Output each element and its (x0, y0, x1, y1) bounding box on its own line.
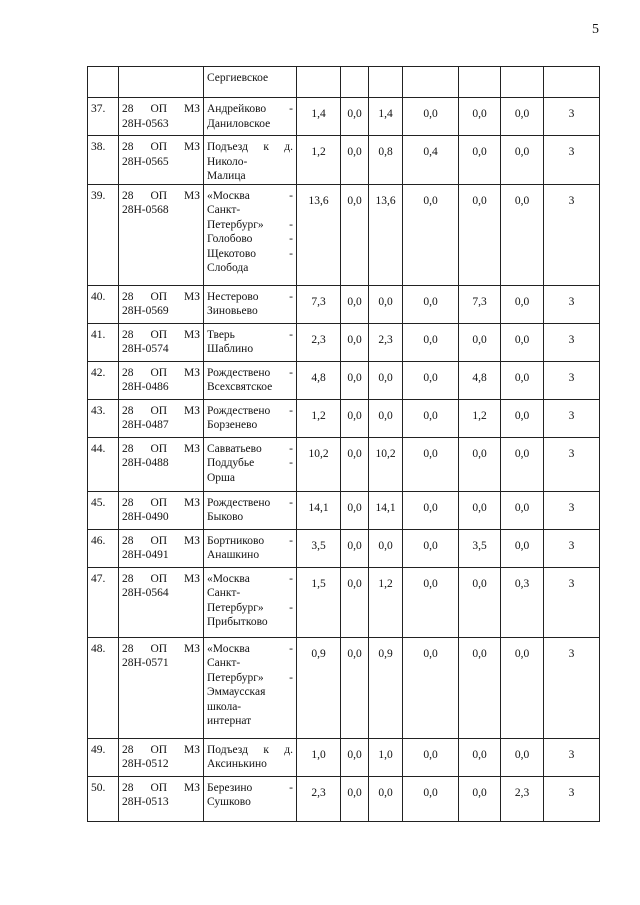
road-code-prefix: 28 ОП МЗ (122, 572, 200, 585)
road-code-number: 28Н-0568 (122, 204, 169, 216)
row-number: 39. (88, 184, 119, 285)
value-cell: 0,0 (459, 98, 501, 136)
road-name-line: Рождествено - (207, 404, 293, 417)
road-name-line: Бортниково - (207, 534, 293, 547)
road-code-number: 28Н-0574 (122, 343, 169, 355)
value-cell: 3 (544, 567, 600, 637)
value-cell: 13,6 (297, 184, 341, 285)
road-name (204, 567, 297, 637)
road-code (119, 184, 204, 285)
road-code-prefix: 28 ОП МЗ (122, 141, 200, 153)
value-cell: 1,2 (369, 567, 403, 637)
value-cell: 4,8 (459, 361, 501, 399)
road-code-prefix: 28 ОП МЗ (122, 781, 200, 794)
value-cell: 0,0 (459, 637, 501, 738)
road-code (119, 399, 204, 437)
value-cell: 0,0 (459, 184, 501, 285)
value-cell: 0,0 (501, 529, 544, 567)
road-name-line: Слобода (207, 262, 249, 274)
table-row (88, 98, 600, 136)
value-cell: 0,0 (403, 567, 459, 637)
road-name-line: Березино - (207, 781, 293, 794)
value-cell: 0,0 (403, 285, 459, 323)
road-name-line: Сергиевское (207, 72, 269, 84)
value-cell: 0,0 (459, 437, 501, 491)
road-code-number: 28Н-0569 (122, 305, 169, 317)
road-name-line: Всехсвятское (207, 381, 273, 393)
value-cell: 3 (544, 361, 600, 399)
table-row (88, 399, 600, 437)
road-name-line: Андрейково - (207, 103, 293, 115)
value-cell: 2,3 (297, 776, 341, 821)
road-code-prefix: 28 ОП МЗ (122, 496, 200, 509)
value-cell: 0,0 (501, 323, 544, 361)
table-row (88, 437, 600, 491)
road-name (204, 437, 297, 491)
empty-cell (119, 67, 204, 98)
value-cell: 3 (544, 491, 600, 529)
value-cell: 0,0 (341, 323, 369, 361)
road-name-line: интернат (207, 715, 252, 727)
value-cell: 14,1 (297, 491, 341, 529)
value-cell: 1,2 (297, 136, 341, 185)
empty-cell (403, 67, 459, 98)
value-cell: 0,8 (369, 136, 403, 185)
value-cell: 0,0 (341, 136, 369, 185)
road-code-number: 28Н-0563 (122, 117, 169, 130)
road-name-line: Николо- (207, 155, 248, 168)
road-code-prefix: 28 ОП МЗ (122, 534, 200, 547)
row-number: 41. (88, 323, 119, 361)
value-cell: 0,0 (341, 184, 369, 285)
value-cell: 1,4 (297, 98, 341, 136)
value-cell: 0,0 (403, 491, 459, 529)
road-code-prefix: 28 ОП МЗ (122, 366, 200, 379)
road-name (204, 529, 297, 567)
value-cell: 0,0 (369, 776, 403, 821)
table-row (88, 491, 600, 529)
road-name-line: Нестерово - (207, 290, 293, 303)
road-name-line: Щекотово - (207, 247, 293, 260)
empty-cell (341, 67, 369, 98)
road-name (204, 491, 297, 529)
road-name-line: Петербург» - (207, 671, 293, 684)
value-cell: 0,0 (341, 437, 369, 491)
road-code-prefix: 28 ОП МЗ (122, 290, 200, 303)
row-number: 50. (88, 776, 119, 821)
empty-cell (369, 67, 403, 98)
road-name-line: Борзенево (207, 419, 258, 431)
value-cell: 2,3 (369, 323, 403, 361)
empty-cell (297, 67, 341, 98)
value-cell: 0,0 (341, 285, 369, 323)
road-name-line: Подъезд к д. (207, 141, 293, 153)
value-cell: 0,0 (501, 98, 544, 136)
value-cell: 3 (544, 98, 600, 136)
value-cell: 0,0 (501, 361, 544, 399)
table-row (88, 285, 600, 323)
value-cell: 0,0 (501, 637, 544, 738)
road-name-line: Поддубье - (207, 457, 293, 469)
road-name (204, 738, 297, 776)
value-cell: 0,0 (501, 738, 544, 776)
road-code (119, 738, 204, 776)
road-name (204, 637, 297, 738)
value-cell: 1,4 (369, 98, 403, 136)
table-row-continuation (88, 67, 600, 98)
road-name (204, 98, 297, 136)
row-number: 43. (88, 399, 119, 437)
empty-cell (459, 67, 501, 98)
road-name-line: «Москва - (207, 572, 293, 585)
value-cell: 1,2 (459, 399, 501, 437)
road-name-line: Эммаусская (207, 686, 266, 698)
table-row (88, 184, 600, 285)
value-cell: 3 (544, 637, 600, 738)
value-cell: 1,0 (297, 738, 341, 776)
value-cell: 0,0 (459, 491, 501, 529)
row-number: 49. (88, 738, 119, 776)
road-name-line: Сушково (207, 796, 251, 808)
road-code (119, 567, 204, 637)
road-code-prefix: 28 ОП МЗ (122, 642, 200, 655)
value-cell: 3 (544, 285, 600, 323)
road-name-line: Орша (207, 471, 236, 484)
road-code-prefix: 28 ОП МЗ (122, 404, 200, 417)
value-cell: 3 (544, 738, 600, 776)
value-cell: 0,4 (403, 136, 459, 185)
page-number: 5 (592, 22, 599, 37)
value-cell: 0,0 (341, 399, 369, 437)
value-cell: 0,0 (369, 399, 403, 437)
road-name (204, 361, 297, 399)
road-code (119, 437, 204, 491)
road-name-line: школа- (207, 700, 242, 713)
road-code (119, 323, 204, 361)
value-cell: 0,0 (403, 776, 459, 821)
value-cell: 7,3 (297, 285, 341, 323)
value-cell: 0,0 (369, 529, 403, 567)
road-name-line: Санкт- (207, 657, 241, 669)
row-number: 46. (88, 529, 119, 567)
road-code-prefix: 28 ОП МЗ (122, 743, 200, 756)
value-cell: 4,8 (297, 361, 341, 399)
road-name-line: Рождествено - (207, 496, 293, 509)
value-cell: 0,0 (341, 567, 369, 637)
value-cell: 1,2 (297, 399, 341, 437)
value-cell: 3,5 (297, 529, 341, 567)
road-name-line: «Москва - (207, 642, 293, 655)
value-cell: 1,0 (369, 738, 403, 776)
value-cell: 0,3 (501, 567, 544, 637)
road-code-prefix: 28 ОП МЗ (122, 442, 200, 455)
value-cell: 0,0 (341, 491, 369, 529)
value-cell: 1,5 (297, 567, 341, 637)
value-cell: 0,0 (341, 738, 369, 776)
road-code-number: 28Н-0564 (122, 587, 169, 599)
road-code (119, 285, 204, 323)
value-cell: 3 (544, 136, 600, 185)
road-name-line: Даниловское (207, 117, 271, 130)
road-name (204, 285, 297, 323)
road-code (119, 529, 204, 567)
value-cell: 2,3 (501, 776, 544, 821)
road-name-cell (204, 67, 297, 98)
road-name-line: Санкт- (207, 204, 241, 216)
value-cell: 10,2 (297, 437, 341, 491)
road-name (204, 184, 297, 285)
road-name-line: Быково (207, 511, 244, 523)
table-row (88, 529, 600, 567)
value-cell: 0,0 (403, 437, 459, 491)
road-name-line: Шаблино (207, 343, 254, 355)
road-name-line: Тверь - (207, 328, 293, 341)
road-name-line: Петербург» - (207, 601, 293, 614)
table-row (88, 136, 600, 185)
row-number: 45. (88, 491, 119, 529)
road-name-line: Аксинькино (207, 758, 267, 770)
value-cell: 0,9 (297, 637, 341, 738)
value-cell: 3,5 (459, 529, 501, 567)
road-code-number: 28Н-0565 (122, 155, 169, 168)
value-cell: 0,0 (341, 529, 369, 567)
road-code (119, 98, 204, 136)
value-cell: 0,0 (501, 136, 544, 185)
road-code-number: 28Н-0490 (122, 511, 169, 523)
road-name-line: «Москва - (207, 189, 293, 202)
value-cell: 0,0 (501, 399, 544, 437)
road-code-number: 28Н-0513 (122, 796, 169, 808)
road-code-prefix: 28 ОП МЗ (122, 103, 200, 115)
value-cell: 0,9 (369, 637, 403, 738)
value-cell: 13,6 (369, 184, 403, 285)
table-row (88, 567, 600, 637)
value-cell: 0,0 (341, 776, 369, 821)
table-row (88, 776, 600, 821)
value-cell: 3 (544, 776, 600, 821)
empty-cell (544, 67, 600, 98)
value-cell: 0,0 (403, 637, 459, 738)
road-code (119, 361, 204, 399)
value-cell: 0,0 (459, 738, 501, 776)
road-name-line: Голобово - (207, 233, 293, 245)
table-body (88, 67, 600, 822)
road-name-line: Малица (207, 170, 246, 182)
row-number: 42. (88, 361, 119, 399)
road-code-number: 28Н-0571 (122, 657, 169, 669)
value-cell: 0,0 (403, 399, 459, 437)
road-name (204, 399, 297, 437)
road-name (204, 323, 297, 361)
row-number: 38. (88, 136, 119, 185)
row-number: 44. (88, 437, 119, 491)
road-name-line: Прибытково (207, 616, 268, 628)
road-code-number: 28Н-0486 (122, 381, 169, 393)
road-code (119, 136, 204, 185)
empty-cell (501, 67, 544, 98)
value-cell: 0,0 (403, 361, 459, 399)
value-cell: 0,0 (403, 98, 459, 136)
road-code (119, 776, 204, 821)
value-cell: 0,0 (403, 529, 459, 567)
road-name-line: Анашкино (207, 549, 260, 561)
row-number: 40. (88, 285, 119, 323)
road-code-prefix: 28 ОП МЗ (122, 189, 200, 202)
value-cell: 0,0 (369, 285, 403, 323)
value-cell: 7,3 (459, 285, 501, 323)
value-cell: 0,0 (403, 323, 459, 361)
road-name-line: Петербург» - (207, 218, 293, 231)
road-code-number: 28Н-0512 (122, 758, 169, 770)
value-cell: 0,0 (341, 361, 369, 399)
road-code (119, 637, 204, 738)
value-cell: 3 (544, 529, 600, 567)
road-name-line: Зиновьево (207, 305, 258, 317)
value-cell: 3 (544, 437, 600, 491)
road-name-line: Савватьево - (207, 442, 293, 455)
table-row (88, 637, 600, 738)
value-cell: 0,0 (341, 637, 369, 738)
road-name (204, 776, 297, 821)
value-cell: 0,0 (459, 776, 501, 821)
roads-table (87, 66, 600, 822)
table-row (88, 323, 600, 361)
road-code (119, 491, 204, 529)
value-cell: 3 (544, 399, 600, 437)
value-cell: 2,3 (297, 323, 341, 361)
value-cell: 14,1 (369, 491, 403, 529)
road-code-number: 28Н-0487 (122, 419, 169, 431)
row-number: 48. (88, 637, 119, 738)
road-name-line: Рождествено - (207, 366, 293, 379)
road-code-number: 28Н-0491 (122, 549, 169, 561)
value-cell: 0,0 (501, 437, 544, 491)
value-cell: 0,0 (501, 285, 544, 323)
road-name-line: Подъезд к д. (207, 743, 293, 756)
value-cell: 0,0 (459, 567, 501, 637)
value-cell: 0,0 (501, 491, 544, 529)
row-number: 47. (88, 567, 119, 637)
value-cell: 0,0 (501, 184, 544, 285)
value-cell: 10,2 (369, 437, 403, 491)
value-cell: 3 (544, 323, 600, 361)
table-row (88, 361, 600, 399)
table-row (88, 738, 600, 776)
road-code-prefix: 28 ОП МЗ (122, 328, 200, 341)
value-cell: 0,0 (403, 738, 459, 776)
value-cell: 3 (544, 184, 600, 285)
road-name-line: Санкт- (207, 587, 241, 599)
row-number: 37. (88, 98, 119, 136)
empty-cell (88, 67, 119, 98)
road-name (204, 136, 297, 185)
road-code-number: 28Н-0488 (122, 457, 169, 469)
value-cell: 0,0 (403, 184, 459, 285)
value-cell: 0,0 (459, 323, 501, 361)
value-cell: 0,0 (369, 361, 403, 399)
value-cell: 0,0 (341, 98, 369, 136)
value-cell: 0,0 (459, 136, 501, 185)
